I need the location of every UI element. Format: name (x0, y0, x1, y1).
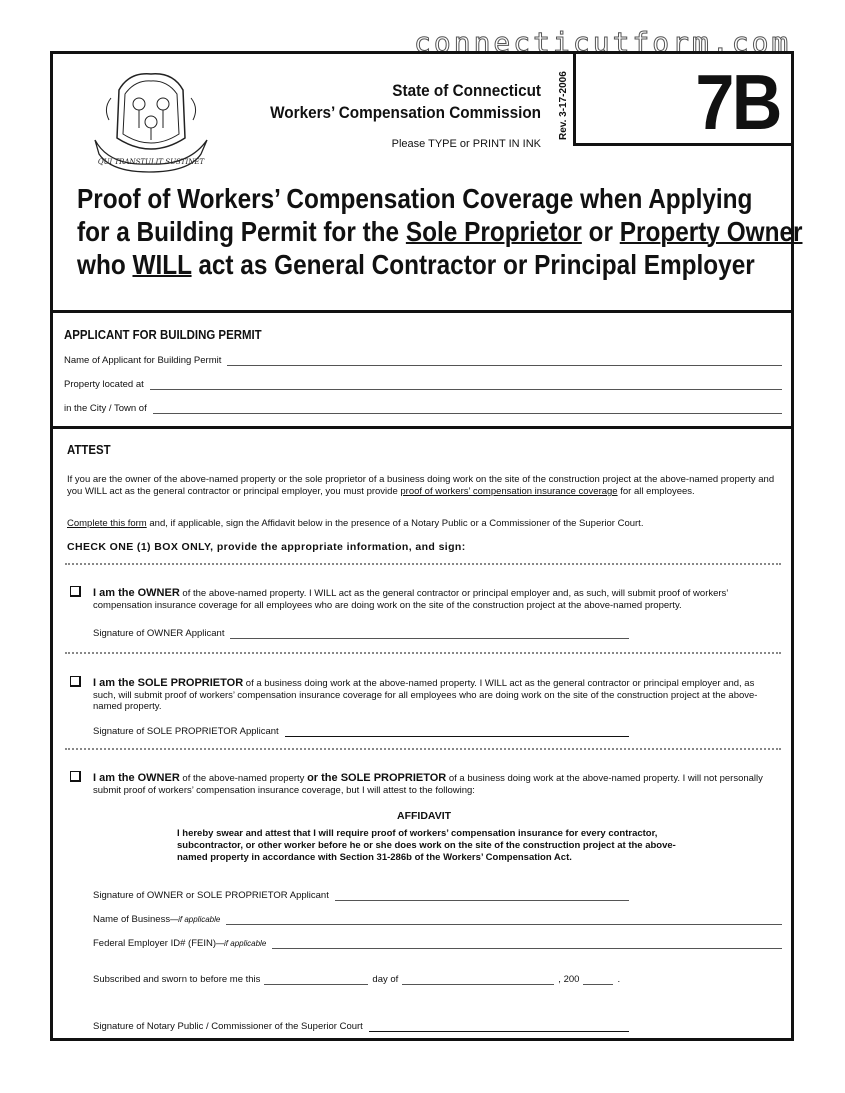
divider (65, 652, 781, 654)
business-name-field[interactable] (93, 914, 782, 925)
city-label: in the City / Town of (64, 403, 147, 414)
affidavit-text: I hereby swear and attest that I will require proof of workers’ compensation insurance for every contractor, subcontractor, or other worker before he or she does work on the site of the construction project at the above-named property in accordance with Section 31-286b of the Workers’ Compensation Act. (177, 828, 676, 863)
sworn-year-input[interactable] (583, 974, 613, 985)
title-line-3: who WILL act as General Contractor or Principal Employer (77, 249, 755, 280)
attest-only-checkbox[interactable] (70, 771, 81, 782)
sole-proprietor-signature-field[interactable] (93, 726, 629, 737)
affidavit-heading: AFFIDAVIT (397, 810, 452, 822)
divider (65, 563, 781, 565)
seal-motto: QUI TRANSTULIT SUSTINET (97, 158, 205, 166)
notary-signature-field[interactable] (93, 1021, 629, 1032)
applicant-heading: APPLICANT FOR BUILDING PERMIT (64, 327, 262, 342)
divider (65, 748, 781, 750)
state-line: State of Connecticut (392, 81, 541, 100)
form-number: 7B (695, 58, 780, 146)
form-header (53, 54, 803, 313)
sole-proprietor-checkbox[interactable] (70, 676, 81, 687)
ink-instruction: Please TYPE or PRINT IN INK (391, 138, 541, 150)
check-one-instruction: CHECK ONE (1) BOX ONLY, provide the appropriate information, and sign: (67, 541, 466, 553)
form-title (77, 182, 802, 281)
owner-signature-label: Signature of OWNER Applicant (93, 628, 225, 639)
notary-signature-label: Signature of Notary Public / Commissioner of the Superior Court (93, 1021, 363, 1032)
applicant-name-field[interactable] (64, 355, 782, 366)
attest-heading: ATTEST (67, 442, 111, 457)
business-name-label: Name of Business—if applicable (93, 914, 221, 925)
day-of-label: day of (372, 974, 399, 985)
property-address-field[interactable] (64, 379, 782, 390)
owner-option-text: I am the OWNER of the above-named property. I WILL act as the general contractor or principal employer and, as such, will submit proof of workers’ compensation insurance coverage for all employees who are doing work on the site of the construction project at the above-named property. (93, 587, 729, 611)
title-line-1: Proof of Workers’ Compensation Coverage when Applying (77, 183, 753, 214)
period: . (617, 974, 621, 985)
owner-or-proprietor-signature-field[interactable] (93, 890, 629, 901)
commission-name (270, 80, 541, 124)
form-number-box (573, 51, 794, 146)
form-frame (50, 51, 803, 1041)
connecticut-seal-icon (89, 68, 213, 176)
watermark: connecticutform.com (414, 26, 792, 59)
city-town-field[interactable] (64, 403, 782, 414)
title-line-2: for a Building Permit for the Sole Proprietor or Property Owner (77, 216, 803, 247)
owner-signature-field[interactable] (93, 628, 629, 639)
year-prefix: , 200 (558, 974, 580, 985)
sworn-day-input[interactable] (264, 974, 368, 985)
applicant-name-label: Name of Applicant for Building Permit (64, 355, 222, 366)
sole-proprietor-signature-label: Signature of SOLE PROPRIETOR Applicant (93, 726, 279, 737)
attest-only-option-text: I am the OWNER of the above-named property or the SOLE PROPRIETOR of a business doing work at the above-named property. I will not personally submit proof of workers’ compensation insurance coverage, but I will attest to the following: (93, 772, 763, 796)
sole-proprietor-option-text: I am the SOLE PROPRIETOR of a business doing work at the above-named property. I WILL act as the general contractor or principal employer and, as such, will submit proof of workers’ compensation insurance coverage for all employees who are doing work on the site of the construction project at the above-named property. (93, 677, 758, 712)
sworn-label: Subscribed and sworn to before me this (93, 974, 261, 985)
owner-checkbox[interactable] (70, 586, 81, 597)
applicant-section (53, 313, 791, 429)
owner-or-proprietor-signature-label: Signature of OWNER or SOLE PROPRIETOR Applicant (93, 890, 329, 901)
revision-date: Rev. 3-17-2006 (558, 71, 569, 140)
fein-label: Federal Employer ID# (FEIN)—if applicable (93, 938, 267, 949)
sworn-month-input[interactable] (402, 974, 554, 985)
sworn-date-line (93, 974, 620, 985)
attest-intro: If you are the owner of the above-named property or the sole proprietor of a business doing work on the site of the construction project at the above-named property and you WILL act as the general contractor or principal employer, you must provide proof of workers’ compensation insurance coverage for all employees. (67, 474, 775, 497)
property-label: Property located at (64, 379, 144, 390)
fein-field[interactable] (93, 938, 782, 949)
commission-line: Workers’ Compensation Commission (270, 103, 541, 122)
complete-instruction: Complete this form and, if applicable, sign the Affidavit below in the presence of a Notary Public or a Commissioner of the Superior Court. (67, 518, 644, 529)
